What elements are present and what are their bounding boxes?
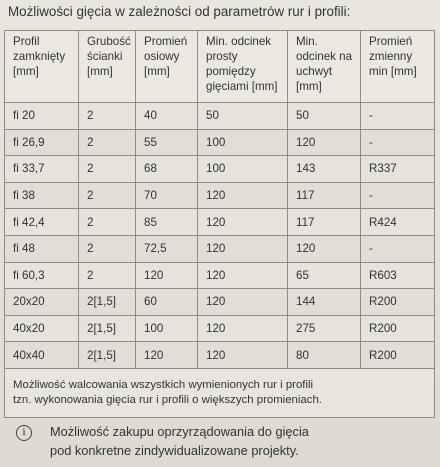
- cell-min-grip: 117: [288, 182, 361, 209]
- cell-profile: fi 60,3: [5, 262, 79, 289]
- cell-axial-radius: 70: [136, 182, 198, 209]
- cell-min-straight: 120: [198, 182, 288, 209]
- cell-min-straight: 120: [198, 262, 288, 289]
- cell-profile: fi 42,4: [5, 209, 79, 236]
- cell-min-straight: 100: [198, 156, 288, 183]
- header-variable-radius: Promień zmienny min [mm]: [361, 31, 435, 103]
- cell-min-grip: 143: [288, 156, 361, 183]
- table-row: [5, 289, 435, 316]
- cell-profile: 40x20: [5, 315, 79, 342]
- table-note-line-2: tzn. wykonowania gięcia rur i profili o większych promieniach.: [13, 393, 322, 406]
- table-row: [5, 103, 435, 130]
- cell-wall-thickness: 2: [79, 182, 136, 209]
- cell-wall-thickness: 2: [79, 235, 136, 262]
- cell-variable-radius: -: [361, 103, 435, 130]
- bending-table: [4, 30, 434, 418]
- header-profile: Profil zamknięty [mm]: [5, 31, 79, 103]
- cell-min-grip: 275: [288, 315, 361, 342]
- cell-min-grip: 65: [288, 262, 361, 289]
- cell-wall-thickness: 2: [79, 103, 136, 130]
- cell-min-straight: 100: [198, 129, 288, 156]
- cell-variable-radius: R337: [361, 156, 435, 183]
- page-title: Możliwości gięcia w zależności od parametrów rur i profili:: [8, 4, 351, 19]
- table-row: [5, 182, 435, 209]
- cell-min-grip: 80: [288, 342, 361, 369]
- cell-min-grip: 117: [288, 209, 361, 236]
- table-header-row: [5, 31, 435, 103]
- footnote-text: [50, 422, 309, 460]
- cell-min-straight: 120: [198, 209, 288, 236]
- table-row: [5, 262, 435, 289]
- table-row: [5, 209, 435, 236]
- table-row: [5, 315, 435, 342]
- header-wall-thickness: Grubość ścianki [mm]: [79, 31, 136, 103]
- info-icon: i: [16, 425, 32, 441]
- cell-min-grip: 144: [288, 289, 361, 316]
- cell-axial-radius: 68: [136, 156, 198, 183]
- cell-profile: fi 26,9: [5, 129, 79, 156]
- cell-axial-radius: 120: [136, 342, 198, 369]
- cell-min-grip: 50: [288, 103, 361, 130]
- cell-min-grip: 120: [288, 235, 361, 262]
- table-note: [5, 368, 435, 417]
- cell-min-grip: 120: [288, 129, 361, 156]
- header-min-straight-section: Min. odcinek prosty pomiędzy gięciami [mm]: [198, 31, 288, 103]
- cell-wall-thickness: 2: [79, 209, 136, 236]
- header-axial-radius: Promień osiowy [mm]: [136, 31, 198, 103]
- cell-variable-radius: R200: [361, 315, 435, 342]
- header-min-grip-section: Min. odcinek na uchwyt [mm]: [288, 31, 361, 103]
- cell-variable-radius: -: [361, 129, 435, 156]
- cell-profile: 20x20: [5, 289, 79, 316]
- footnote-line-1: Możliwość zakupu oprzyrządowania do gięcia: [50, 424, 309, 439]
- cell-variable-radius: R603: [361, 262, 435, 289]
- cell-min-straight: 120: [198, 235, 288, 262]
- cell-wall-thickness: 2[1,5]: [79, 342, 136, 369]
- footnote-line-2: pod konkretne zindywidualizowane projekty.: [50, 443, 299, 458]
- cell-profile: fi 48: [5, 235, 79, 262]
- cell-axial-radius: 40: [136, 103, 198, 130]
- cell-axial-radius: 60: [136, 289, 198, 316]
- cell-axial-radius: 72,5: [136, 235, 198, 262]
- cell-wall-thickness: 2[1,5]: [79, 315, 136, 342]
- cell-min-straight: 120: [198, 315, 288, 342]
- table-row: [5, 235, 435, 262]
- cell-axial-radius: 120: [136, 262, 198, 289]
- cell-variable-radius: -: [361, 182, 435, 209]
- cell-axial-radius: 100: [136, 315, 198, 342]
- cell-profile: fi 38: [5, 182, 79, 209]
- footnote: [16, 422, 309, 460]
- table-row: [5, 129, 435, 156]
- cell-wall-thickness: 2: [79, 129, 136, 156]
- cell-min-straight: 120: [198, 342, 288, 369]
- cell-profile: 40x40: [5, 342, 79, 369]
- cell-min-straight: 50: [198, 103, 288, 130]
- table-row: [5, 156, 435, 183]
- cell-min-straight: 120: [198, 289, 288, 316]
- cell-axial-radius: 55: [136, 129, 198, 156]
- cell-profile: fi 20: [5, 103, 79, 130]
- table-row: [5, 342, 435, 369]
- cell-axial-radius: 85: [136, 209, 198, 236]
- cell-variable-radius: R200: [361, 342, 435, 369]
- cell-variable-radius: -: [361, 235, 435, 262]
- cell-profile: fi 33,7: [5, 156, 79, 183]
- cell-wall-thickness: 2: [79, 262, 136, 289]
- cell-wall-thickness: 2: [79, 156, 136, 183]
- cell-wall-thickness: 2[1,5]: [79, 289, 136, 316]
- cell-variable-radius: R200: [361, 289, 435, 316]
- table-note-line-1: Możliwość walcowania wszystkich wymienionych rur i profili: [13, 378, 314, 391]
- cell-variable-radius: R424: [361, 209, 435, 236]
